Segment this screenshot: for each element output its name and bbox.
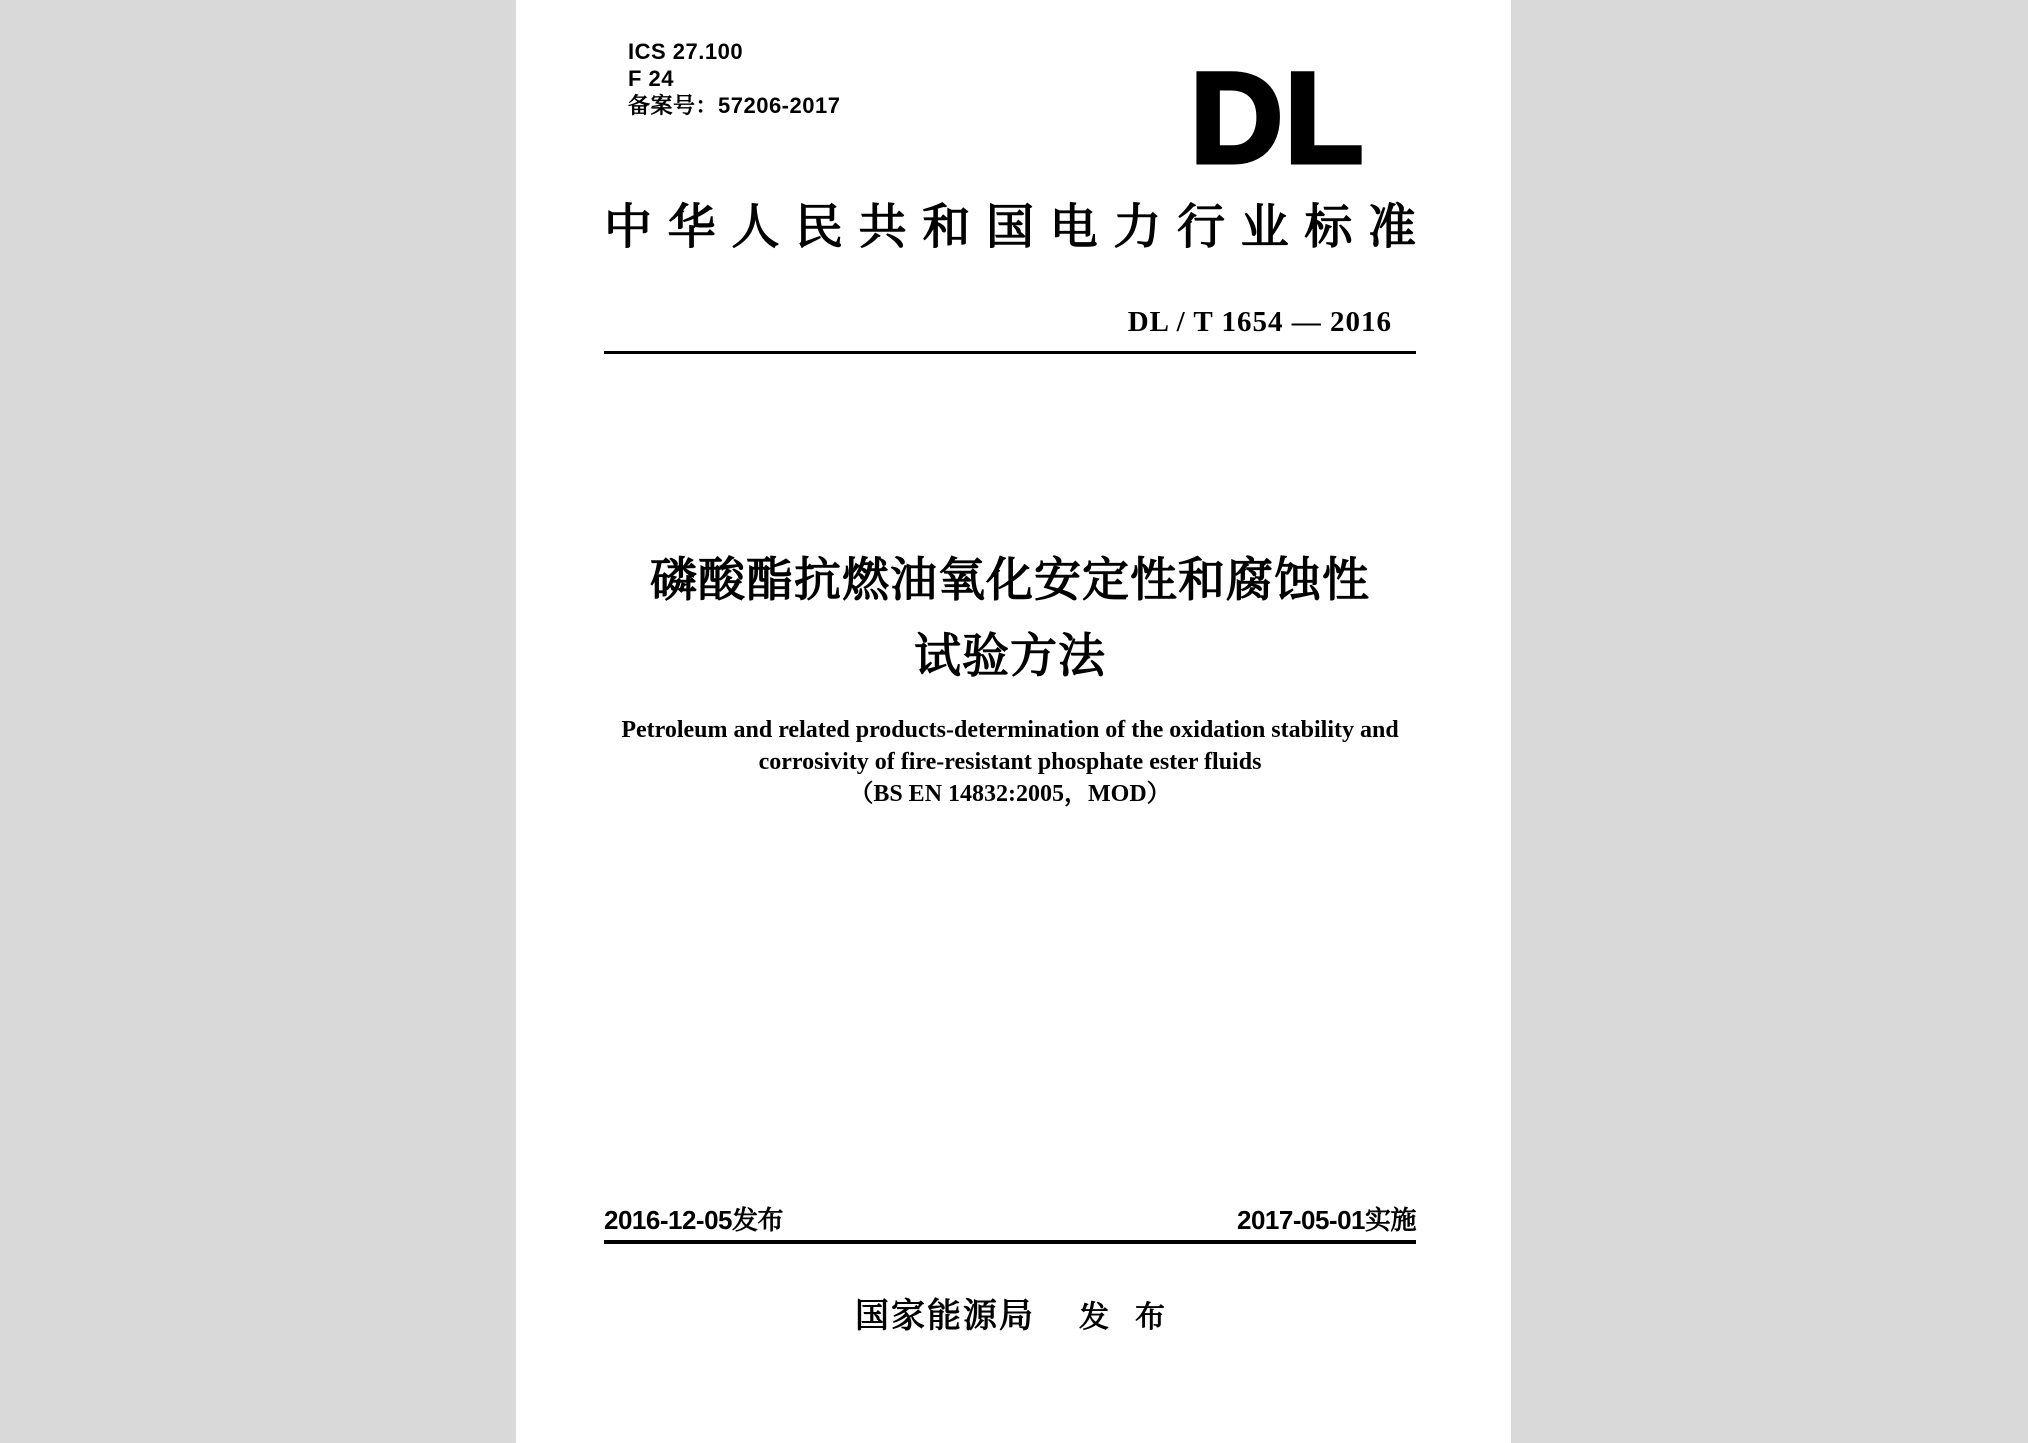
standard-body-title-text: 中华人民共和国电力行业标准 bbox=[604, 201, 1416, 254]
meta-block bbox=[628, 38, 840, 119]
title-en-line2: corrosivity of fire-resistant phosphate ester fluids bbox=[758, 749, 1262, 775]
header-rule bbox=[604, 351, 1416, 354]
publish-char-2: 布 bbox=[1135, 1301, 1165, 1334]
standard-code: DL / T 1654 — 2016 bbox=[1127, 306, 1392, 338]
publish-char-1: 发 bbox=[1079, 1301, 1109, 1334]
implement-date: 2017-05-01实施 bbox=[1237, 1205, 1416, 1235]
main-title-zh bbox=[604, 542, 1416, 694]
main-title-line2: 试验方法 bbox=[914, 629, 1106, 682]
title-en-line1: Petroleum and related products-determination of the oxidation stability and bbox=[621, 717, 1399, 743]
main-title-line1: 磷酸酯抗燃油氧化安定性和腐蚀性 bbox=[650, 553, 1370, 606]
record-number: 备案号：57206-2017 bbox=[628, 93, 841, 118]
dl-logo: DL bbox=[1190, 47, 1365, 190]
standard-body-title bbox=[604, 200, 1416, 256]
class-code: F 24 bbox=[628, 66, 675, 91]
main-title-en bbox=[604, 714, 1416, 810]
title-en-line3: （BS EN 14832:2005，MOD） bbox=[849, 781, 1171, 807]
issue-date: 2016-12-05发布 bbox=[604, 1205, 783, 1235]
date-row bbox=[604, 1206, 1416, 1234]
publisher-row bbox=[604, 1288, 1416, 1337]
footer-rule bbox=[604, 1240, 1416, 1244]
publisher-name: 国家能源局 bbox=[855, 1298, 1035, 1335]
standard-cover-page bbox=[516, 0, 1511, 1443]
ics-code: ICS 27.100 bbox=[628, 39, 744, 64]
